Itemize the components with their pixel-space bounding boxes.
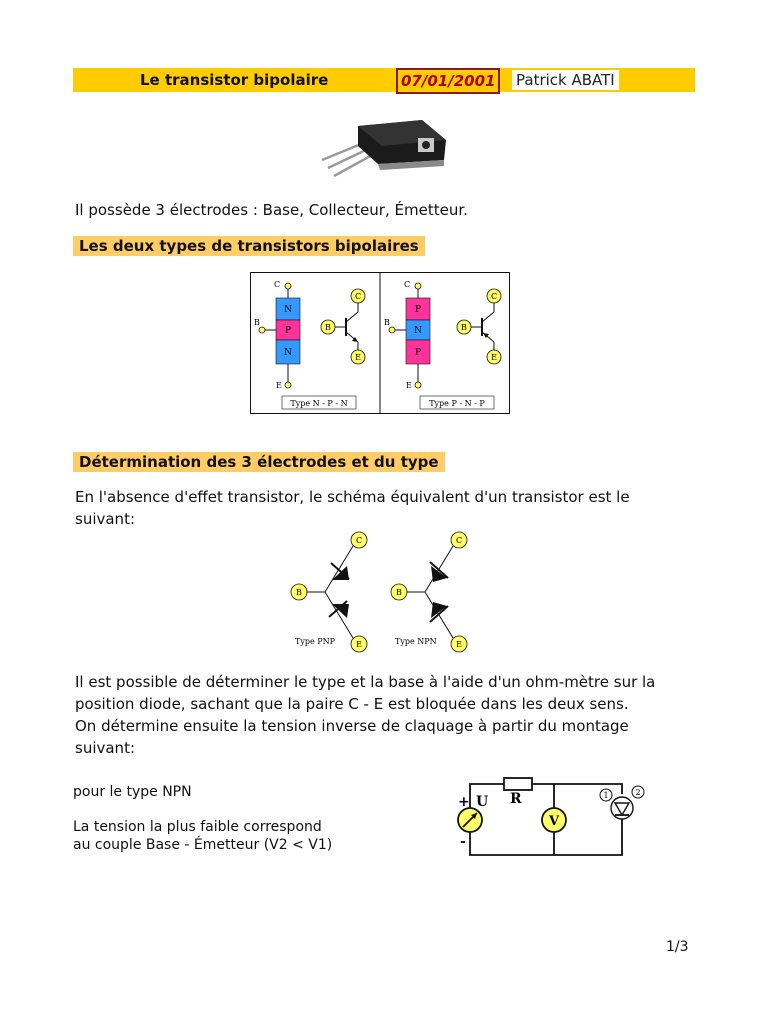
para-ohmmeter-line2: position diode, sachant que la paire C - E est bloquée dans les deux sens. bbox=[75, 695, 629, 713]
result-line2: au couple Base - Émetteur (V2 < V1) bbox=[73, 837, 333, 853]
section-title-types: Les deux types de transistors bipolaires bbox=[73, 236, 425, 256]
pnp-eq-e: E bbox=[356, 640, 362, 649]
diode-npn-label: Type NPN bbox=[395, 637, 437, 646]
npn-symbol-c: C bbox=[354, 292, 362, 301]
pnp-symbol-e: E bbox=[491, 353, 497, 362]
page-title: Le transistor bipolaire bbox=[140, 71, 329, 89]
result-line1: La tension la plus faible correspond bbox=[73, 819, 322, 835]
npn-type-label: pour le type NPN bbox=[73, 784, 192, 800]
resistor bbox=[504, 778, 532, 790]
minus-sign: - bbox=[460, 834, 466, 850]
para-ohmmeter-line1: Il est possible de déterminer le type et la base à l'aide d'un ohm-mètre sur la bbox=[75, 673, 656, 691]
diode-pnp-label: Type PNP bbox=[295, 637, 336, 646]
npn-layer-1: N bbox=[284, 305, 292, 315]
pnp-c-label: C bbox=[404, 280, 411, 289]
pnp-eq-c: C bbox=[355, 536, 363, 545]
npn-eq-e: E bbox=[456, 640, 462, 649]
npn-c-pin bbox=[285, 283, 291, 289]
para-ohmmeter-line4: suivant: bbox=[75, 739, 135, 757]
transistor-photo bbox=[318, 112, 458, 182]
page-number: 1/3 bbox=[666, 939, 689, 955]
npn-eq-c: C bbox=[455, 536, 463, 545]
voltmeter-label: V bbox=[548, 814, 560, 829]
pin-2-label: 2 bbox=[635, 788, 641, 797]
transistor-types-figure bbox=[250, 272, 510, 414]
pnp-b-label: B bbox=[384, 318, 390, 327]
breakdown-circuit bbox=[452, 770, 672, 860]
pnp-symbol-c: C bbox=[490, 292, 498, 301]
npn-b-label: B bbox=[254, 318, 260, 327]
npn-layer-3: N bbox=[284, 348, 292, 358]
npn-symbol-e: E bbox=[355, 353, 361, 362]
para-equivalent-line2: suivant: bbox=[75, 510, 135, 528]
npn-eq-b: B bbox=[396, 588, 402, 597]
section-title-determination: Détermination des 3 électrodes et du type bbox=[73, 452, 445, 472]
header-date: 07/01/2001 bbox=[396, 68, 500, 94]
header-author: Patrick ABATI bbox=[512, 70, 619, 90]
pnp-e-label: E bbox=[406, 381, 412, 390]
npn-c-label: C bbox=[274, 280, 281, 289]
npn-caption: Type N - P - N bbox=[290, 399, 348, 408]
pnp-eq-b: B bbox=[296, 588, 302, 597]
pnp-diode-equivalent bbox=[291, 532, 367, 652]
pnp-caption: Type P - N - P bbox=[429, 399, 485, 408]
para-ohmmeter-line3: On détermine ensuite la tension inverse de claquage à partir du montage bbox=[75, 717, 629, 735]
pin-1-label: 1 bbox=[603, 791, 609, 800]
npn-e-label: E bbox=[276, 381, 282, 390]
intro-text: Il possède 3 électrodes : Base, Collecteur, Émetteur. bbox=[75, 201, 468, 219]
pnp-layer-2: N bbox=[414, 326, 422, 336]
source-u-label: U bbox=[476, 794, 489, 810]
resistor-r-label: R bbox=[510, 791, 522, 807]
para-equivalent-line1: En l'absence d'effet transistor, le schéma équivalent d'un transistor est le bbox=[75, 488, 630, 506]
pnp-symbol-b: B bbox=[461, 323, 467, 332]
diode-equivalent-figure bbox=[285, 528, 485, 658]
plus-sign: + bbox=[458, 794, 470, 810]
pnp-layer-3: P bbox=[414, 348, 422, 358]
npn-layer-2: P bbox=[284, 326, 292, 336]
npn-diode-equivalent bbox=[391, 532, 467, 652]
pnp-layer-1: P bbox=[414, 305, 422, 315]
npn-symbol-b: B bbox=[325, 323, 331, 332]
